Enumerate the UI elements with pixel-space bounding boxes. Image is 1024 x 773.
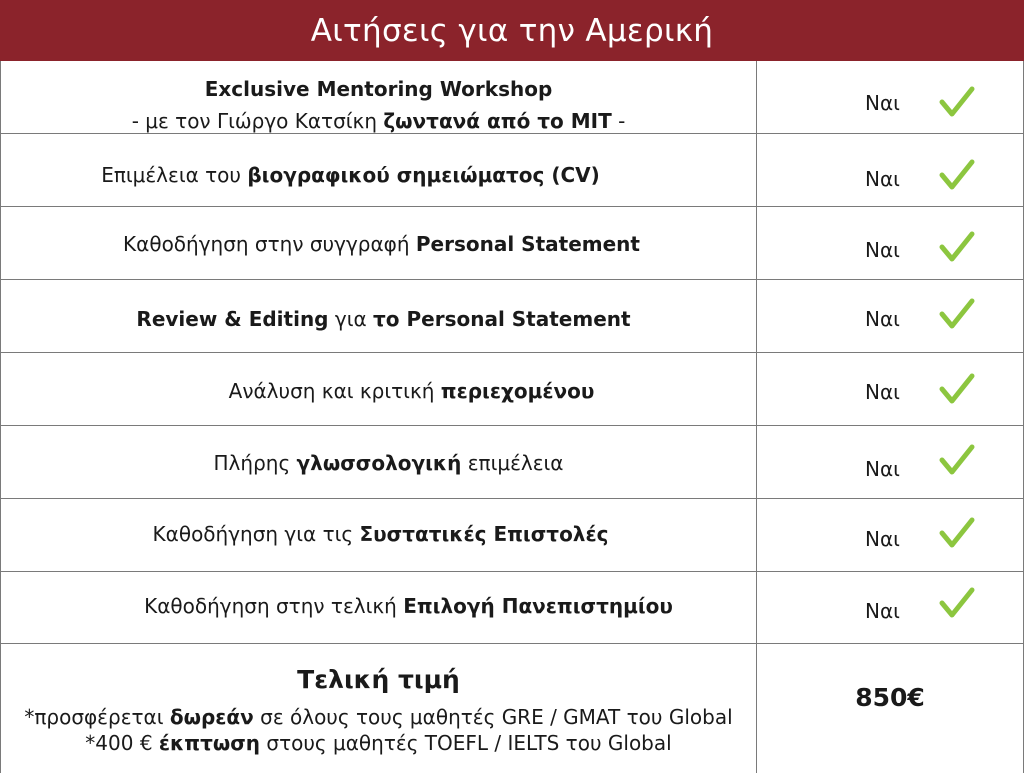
table-row xyxy=(0,498,1024,572)
service-sublabel: - με τον Γιώργο Κατσίκη ζωντανά από το MIT - xyxy=(131,109,626,133)
service-label: Ανάλυση και κριτική περιεχομένου xyxy=(228,379,595,403)
table-row xyxy=(0,133,1024,207)
status-text: Ναι xyxy=(865,238,900,262)
final-price-label-cell xyxy=(1,643,757,773)
service-cell xyxy=(1,279,757,352)
status-cell xyxy=(757,498,1023,571)
status-cell xyxy=(757,571,1023,643)
service-label: Καθοδήγηση στην τελική Επιλογή Πανεπιστημίου xyxy=(144,594,673,618)
status-text: Ναι xyxy=(865,307,900,331)
status-text: Ναι xyxy=(865,167,900,191)
price-value: 850€ xyxy=(855,683,925,712)
service-label: Exclusive Mentoring Workshop xyxy=(204,77,553,101)
service-cell xyxy=(1,61,757,133)
status-cell xyxy=(757,279,1023,352)
service-cell xyxy=(1,425,757,498)
table-row xyxy=(0,571,1024,644)
status-text: Ναι xyxy=(865,457,900,481)
table-row xyxy=(0,61,1024,134)
status-cell xyxy=(757,352,1023,425)
status-text: Ναι xyxy=(865,527,900,551)
service-cell xyxy=(1,571,757,643)
status-cell xyxy=(757,133,1023,206)
table-row xyxy=(0,279,1024,353)
status-text: Ναι xyxy=(865,91,900,115)
final-price-row xyxy=(0,643,1024,773)
check-icon xyxy=(939,158,975,192)
service-label: Πλήρης γλωσσολογική επιμέλεια xyxy=(213,451,564,475)
check-icon xyxy=(939,516,975,550)
status-text: Ναι xyxy=(865,599,900,623)
status-cell xyxy=(757,425,1023,498)
table-row xyxy=(0,352,1024,426)
final-price-title: Τελική τιμή xyxy=(297,665,460,694)
free-note: *προσφέρεται δωρεάν σε όλους τους μαθητές GRE / GMAT του Global xyxy=(24,705,733,729)
check-icon xyxy=(939,297,975,331)
check-icon xyxy=(939,372,975,406)
price-cell xyxy=(757,643,1023,773)
status-cell xyxy=(757,206,1023,279)
service-cell xyxy=(1,498,757,571)
service-label: Επιμέλεια του βιογραφικού σημειώματος (CV) xyxy=(101,163,600,187)
table-row xyxy=(0,425,1024,499)
discount-note: *400 € έκπτωση στους μαθητές TOEFL / IELTS του Global xyxy=(85,731,672,755)
check-icon xyxy=(939,85,975,119)
page-title: Αιτήσεις για την Αμερική xyxy=(0,0,1024,61)
service-label: Review & Editing για το Personal Statement xyxy=(136,307,631,331)
status-text: Ναι xyxy=(865,380,900,404)
table-row xyxy=(0,206,1024,280)
service-cell xyxy=(1,133,757,206)
service-label: Καθοδήγηση για τις Συστατικές Επιστολές xyxy=(152,522,609,546)
service-label: Καθοδήγηση στην συγγραφή Personal Statement xyxy=(123,232,640,256)
check-icon xyxy=(939,443,975,477)
service-cell xyxy=(1,206,757,279)
check-icon xyxy=(939,586,975,620)
check-icon xyxy=(939,230,975,264)
status-cell xyxy=(757,61,1023,133)
service-cell xyxy=(1,352,757,425)
